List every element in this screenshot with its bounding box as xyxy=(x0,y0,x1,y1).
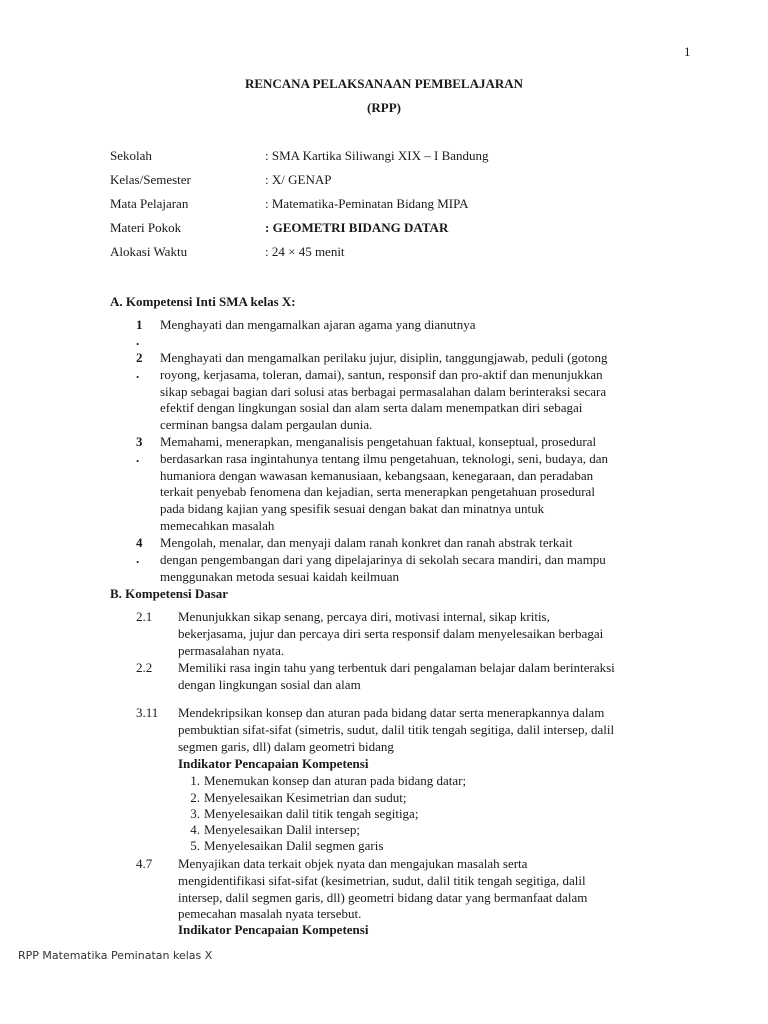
identity-value: : GEOMETRI BIDANG DATAR xyxy=(265,220,449,235)
kd-number-3-11: 3.11 xyxy=(136,705,159,720)
kd-text-4-7: Menyajikan data terkait objek nyata dan mengajukan masalah serta mengidentifikasi sifat-sifat (kesimetrian, sudut, dalil titik tengah segitiga, dalil intersep, dalil segmen garis, dll) geometri bidang datar yang bermanfaat dalam pemecahan masalah nyata tersebut. xyxy=(178,856,588,922)
indicator-heading-4-7: Indikator Pencapaian Kompetensi xyxy=(178,922,369,937)
ki-number-4: 4 . xyxy=(136,535,143,566)
page-number: 1 xyxy=(684,44,691,59)
identity-value: : X/ GENAP xyxy=(265,172,332,187)
kd-text-3-11: Mendekripsikan konsep dan aturan pada bidang datar serta menerapkannya dalam pembuktian sifat-sifat (simetris, sudut, dalil titik tengah segitiga, dalil intersep, dalil segmen garis, dll) dalam geometri bidang xyxy=(178,705,615,754)
ki-number-2: 2 . xyxy=(136,350,143,381)
ki-text-3: Memahami, menerapkan, menganalisis pengetahuan faktual, konseptual, prosedural berdasarkan rasa ingintahunya tentang ilmu pengetahuan, teknologi, seni, budaya, dan humaniora dengan wawasan kemanusiaan, kebangsaan, kenegaraan, dan peradaban terkait penyebab fenomena dan kejadian, serta menerapkan pengetahuan prosedural pada bidang kajian yang spesifik sesuai dengan bakat dan minatnya untuk memecahkan masalah xyxy=(160,434,608,533)
ki-text-1: Menghayati dan mengamalkan ajaran agama yang dianutnya xyxy=(160,317,476,332)
document-subtitle: (RPP) xyxy=(367,100,401,115)
identity-label: Materi Pokok xyxy=(110,220,182,235)
kd-text-2-1: Menunjukkan sikap senang, percaya diri, motivasi internal, sikap kritis, bekerjasama, jujur dan percaya diri serta responsif dalam menyelesaikan berbagai permasalahan nyata. xyxy=(178,609,604,658)
identity-row-sekolah xyxy=(110,148,710,168)
ki-number-3: 3 . xyxy=(136,434,143,465)
kd-text-2-2: Memiliki rasa ingin tahu yang terbentuk dari pengalaman belajar dalam berinteraksi dengan lingkungan sosial dan alam xyxy=(178,660,615,692)
identity-row-mapel xyxy=(110,196,710,216)
identity-value: : SMA Kartika Siliwangi XIX – I Bandung xyxy=(265,148,489,163)
identity-label: Kelas/Semester xyxy=(110,172,191,187)
identity-row-alokasi xyxy=(110,244,710,264)
kd-number-4-7: 4.7 xyxy=(136,856,153,871)
indicator-heading-3-11: Indikator Pencapaian Kompetensi xyxy=(178,756,369,771)
identity-label: Sekolah xyxy=(110,148,152,163)
kd-number-2-1: 2.1 xyxy=(136,609,153,624)
identity-label: Mata Pelajaran xyxy=(110,196,189,211)
ki-text-4: Mengolah, menalar, dan menyaji dalam ranah konkret dan ranah abstrak terkait dengan pengembangan dari yang dipelajarinya di sekolah secara mandiri, dan mampu menggunakan metoda sesuai kaidah keilmuan xyxy=(160,535,606,584)
ki-text-2: Menghayati dan mengamalkan perilaku jujur, disiplin, tanggungjawab, peduli (gotong royong, kerjasama, toleran, damai), santun, responsif dan pro-aktif dan menunjukkan sikap sebagai bagian dari solusi atas berbagai permasalahan dalam berinteraksi secara efektif dengan lingkungan sosial dan alam serta dalam menempatkan diri sebagai cerminan bangsa dalam pergaulan dunia. xyxy=(160,350,608,433)
kd-number-2-2: 2.2 xyxy=(136,660,153,675)
section-b-heading: B. Kompetensi Dasar xyxy=(110,586,229,601)
identity-row-materi xyxy=(110,220,710,240)
identity-label: Alokasi Waktu xyxy=(110,244,188,259)
page-footer: RPP Matematika Peminatan kelas X xyxy=(18,949,213,962)
identity-row-kelas xyxy=(110,172,710,192)
section-a-heading: A. Kompetensi Inti SMA kelas X: xyxy=(110,294,296,309)
identity-value: : 24 × 45 menit xyxy=(265,244,345,259)
identity-value: : Matematika-Peminatan Bidang MIPA xyxy=(265,196,469,211)
ki-number-1: 1 . xyxy=(136,317,143,348)
document-title: RENCANA PELAKSANAAN PEMBELAJARAN xyxy=(244,76,524,91)
